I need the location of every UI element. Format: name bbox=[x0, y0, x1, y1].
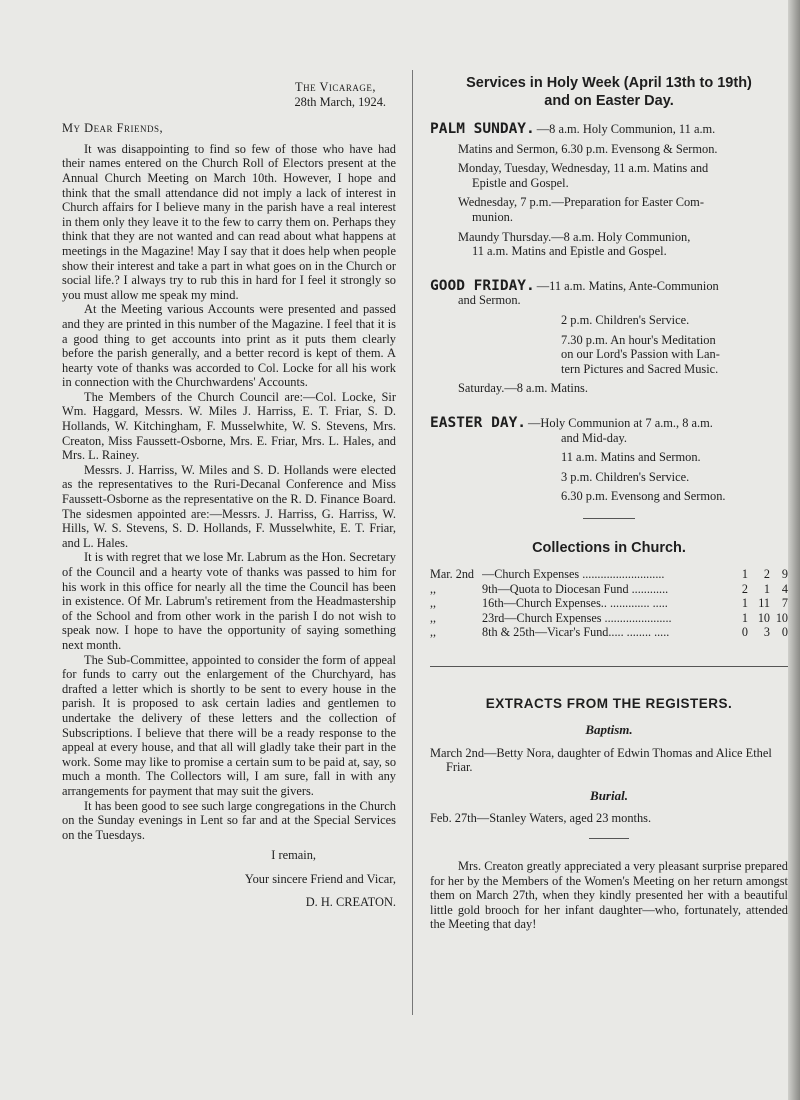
vicar-letter bbox=[62, 80, 396, 919]
service-line: Monday, Tuesday, Wednesday, 11 a.m. Matins and bbox=[458, 161, 709, 176]
service-line: Wednesday, 7 p.m.—Preparation for Easter Com- bbox=[458, 195, 704, 210]
table-row bbox=[430, 582, 788, 596]
closing-line: Your sincere Friend and Vicar, bbox=[244, 871, 396, 886]
service-line: Maundy Thursday.—8 a.m. Holy Communion, bbox=[458, 229, 691, 244]
letter-paragraph: At the Meeting various Accounts were presented and passed and they are printed in this number of the Magazine. I feel that it is a good thing to get accounts into print as it puts them clearly before the parish generally, and a better record is kept of them. A hearty vote of thanks was accorded to Col. Locke for all his work in connection with the Churchwardens' Accounts. bbox=[62, 302, 396, 390]
service-line: Matins and Sermon, 6.30 p.m. Evensong & Sermon. bbox=[458, 141, 718, 156]
service-entry bbox=[430, 195, 788, 224]
notice-paragraph: Mrs. Creaton greatly appreciated a very pleasant surprise prepared for her by the Members of the Women's Meeting on her return amongst them on March 27th, when they kindly presented her with a beautiful little gold brooch for her infant daughter—who, fortunately, attended the Meeting that day! bbox=[430, 859, 788, 932]
service-line: on our Lord's Passion with Lan- bbox=[561, 347, 720, 362]
service-entry bbox=[430, 333, 788, 377]
page-edge-shadow bbox=[788, 0, 800, 1100]
service-line: and Mid-day. bbox=[561, 430, 627, 445]
service-line: 7.30 p.m. An hour's Meditation bbox=[561, 332, 716, 347]
section-rule bbox=[430, 666, 788, 667]
service-line: 2 p.m. Children's Service. bbox=[561, 312, 690, 327]
letter-paragraph: It was disappointing to find so few of those who have had their names entered on the Church Roll of Electors present at the Annual Church Meeting on March 10th. However, I hope and think that the small attendance did not imply a lack of interest in Church affairs for I believe many in the parish have a real interest in them only they leave it to the few to carry them on. Perhaps they think that they are not wanted and can read about what happens at meetings in the Magazine! May I say that it does help when people show their interest and take a part in what goes on in the Church or social life.? I always try to rub this in hard for I feel it strongly so you must allow me speak my mind. bbox=[62, 141, 396, 302]
service-line: 3 p.m. Children's Service. bbox=[561, 469, 690, 484]
collections-table bbox=[430, 567, 788, 639]
service-line: 6.30 p.m. Evensong and Sermon. bbox=[561, 489, 726, 504]
table-row bbox=[430, 567, 788, 581]
letter-paragraph: Messrs. J. Harriss, W. Miles and S. D. Hollands were elected as the representatives to the Ruri-Decanal Conference and Miss Faussett-Osborne as the representative on the R. D. Finance Board. The sidesmen appointed are:—Messrs. J. Harriss, G. Harriss, W. Hills, W. S. Stevens, S. D. Hollands, F. Musselwhite, E. T. Friar, and L. Hales. bbox=[62, 462, 396, 550]
holy-week-title-line: Services in Holy Week (April 13th to 19th) bbox=[466, 75, 752, 91]
day-first-service: —11 a.m. Matins, Ante-Communion bbox=[536, 278, 719, 293]
row-shillings: 2 bbox=[763, 567, 770, 582]
table-row bbox=[430, 611, 788, 625]
row-shillings: 10 bbox=[757, 610, 770, 625]
row-desc: —Church Expenses ........................... bbox=[482, 567, 665, 582]
section-divider bbox=[589, 838, 629, 839]
row-date: ,, bbox=[430, 625, 437, 640]
service-entry bbox=[430, 142, 788, 157]
row-pounds: 0 bbox=[741, 625, 748, 640]
row-pounds: 1 bbox=[741, 596, 748, 611]
row-pence: 0 bbox=[781, 625, 788, 640]
service-line: munion. bbox=[472, 209, 513, 224]
table-row bbox=[430, 596, 788, 610]
table-row bbox=[430, 625, 788, 639]
day-name: EASTER DAY. bbox=[430, 414, 527, 431]
right-column bbox=[430, 74, 788, 932]
service-entry bbox=[430, 161, 788, 190]
row-date: Mar. 2nd bbox=[430, 567, 475, 582]
service-line: Saturday.—8 a.m. Matins. bbox=[458, 381, 588, 396]
row-desc: 16th—Church Expenses.. ............. ..... bbox=[482, 596, 668, 611]
row-date: ,, bbox=[430, 596, 437, 611]
letter-date: 28th March, 1924. bbox=[294, 94, 386, 109]
service-line: 11 a.m. Matins and Sermon. bbox=[561, 450, 701, 465]
row-shillings: 1 bbox=[763, 581, 770, 596]
service-entry bbox=[430, 230, 788, 259]
service-entry bbox=[430, 381, 788, 396]
row-desc: 9th—Quota to Diocesan Fund ............ bbox=[482, 581, 669, 596]
service-line: tern Pictures and Sacred Music. bbox=[561, 361, 719, 376]
row-date: ,, bbox=[430, 581, 437, 596]
row-pence: 4 bbox=[781, 581, 788, 596]
letter-closing bbox=[62, 848, 396, 910]
easter-day bbox=[430, 416, 788, 504]
row-pence: 9 bbox=[781, 567, 788, 582]
day-first-service: —8 a.m. Holy Communion, 11 a.m. bbox=[536, 122, 716, 136]
row-pence: 7 bbox=[781, 596, 788, 611]
letter-salutation: My Dear Friends, bbox=[62, 121, 164, 136]
good-friday bbox=[430, 279, 788, 396]
letter-paragraph: The Sub-Committee, appointed to consider the form of appeal for funds to carry out the enlargement of the Churchyard, has drafted a letter which is shortly to be sent to every house in the parish. It is proposed to ask certain ladies and gentlemen to undertake the delivery of these letters and the collection of Subscriptions. I believe that there will be a ready response to the appeal at every house, and that all will gladly take their part in the work. Some may like to promise a certain sum to be paid at, say, so much a month. The Collectors will, I am sure, fall in with any arrangements for payment that may suit the givers. bbox=[62, 652, 397, 798]
row-pounds: 1 bbox=[741, 567, 748, 582]
row-pounds: 1 bbox=[741, 610, 748, 625]
row-shillings: 3 bbox=[763, 625, 770, 640]
letter-paragraph: It is with regret that we lose Mr. Labrum as the Hon. Secretary of the Council and a hearty vote of thanks was passed to him for his work in this office for nearly all the time the Council has been in existence. Of Mr. Labrum's retirement from the Headmastership of the School and from other work in the parish I do not wish to speak now. I hope to have the opportunity of saying something next month. bbox=[62, 550, 396, 652]
column-divider bbox=[412, 70, 413, 1015]
letter-paragraph: It has been good to see such large congregations in the Church on the Sunday evenings in Lent so far and at the Special Services on the Tuesdays. bbox=[62, 798, 396, 842]
service-line: 11 a.m. Matins and Epistle and Gospel. bbox=[472, 244, 667, 259]
registers-title: EXTRACTS FROM THE REGISTERS. bbox=[485, 695, 733, 711]
day-name: GOOD FRIDAY. bbox=[430, 277, 535, 294]
holy-week-title-line: and on Easter Day. bbox=[544, 93, 674, 109]
letter-paragraph: The Members of the Church Council are:—Col. Locke, Sir Wm. Haggard, Messrs. W. Miles J. Harriss, E. T. Friar, S. D. Hollands, W. Kitchingham, F. Musselwhite, W. S. Stevens, Mrs. Creaton, Miss Faussett-Osborne, Mrs. E. Friar, Mrs. L. Hales, and Mrs. L. Rainey. bbox=[62, 389, 396, 463]
section-divider bbox=[583, 518, 635, 519]
row-shillings: 11 bbox=[758, 596, 770, 611]
burial-heading: Burial. bbox=[590, 787, 628, 803]
service-line: and Sermon. bbox=[458, 293, 521, 308]
day-first-service: —Holy Communion at 7 a.m., 8 a.m. bbox=[528, 415, 713, 430]
baptism-heading: Baptism. bbox=[585, 722, 633, 738]
row-desc: 23rd—Church Expenses ...................... bbox=[482, 610, 672, 625]
row-pounds: 2 bbox=[741, 581, 748, 596]
day-name: PALM SUNDAY. bbox=[430, 121, 535, 137]
row-pence: 10 bbox=[775, 610, 788, 625]
signature: D. H. CREATON. bbox=[305, 895, 396, 910]
closing-remain: I remain, bbox=[271, 848, 316, 863]
row-desc: 8th & 25th—Vicar's Fund..... ........ ..... bbox=[482, 625, 670, 640]
service-line: Epistle and Gospel. bbox=[472, 175, 569, 190]
collections-title: Collections in Church. bbox=[532, 539, 686, 556]
baptism-entry: March 2nd—Betty Nora, daughter of Edwin Thomas and Alice Ethel Friar. bbox=[430, 745, 772, 775]
holy-week-title bbox=[430, 74, 788, 110]
row-date: ,, bbox=[430, 610, 437, 625]
letter-address: The Vicarage, bbox=[295, 80, 376, 94]
palm-sunday bbox=[430, 122, 788, 259]
service-entry bbox=[430, 313, 788, 328]
burial-entry: Feb. 27th—Stanley Waters, aged 23 months. bbox=[430, 811, 652, 826]
